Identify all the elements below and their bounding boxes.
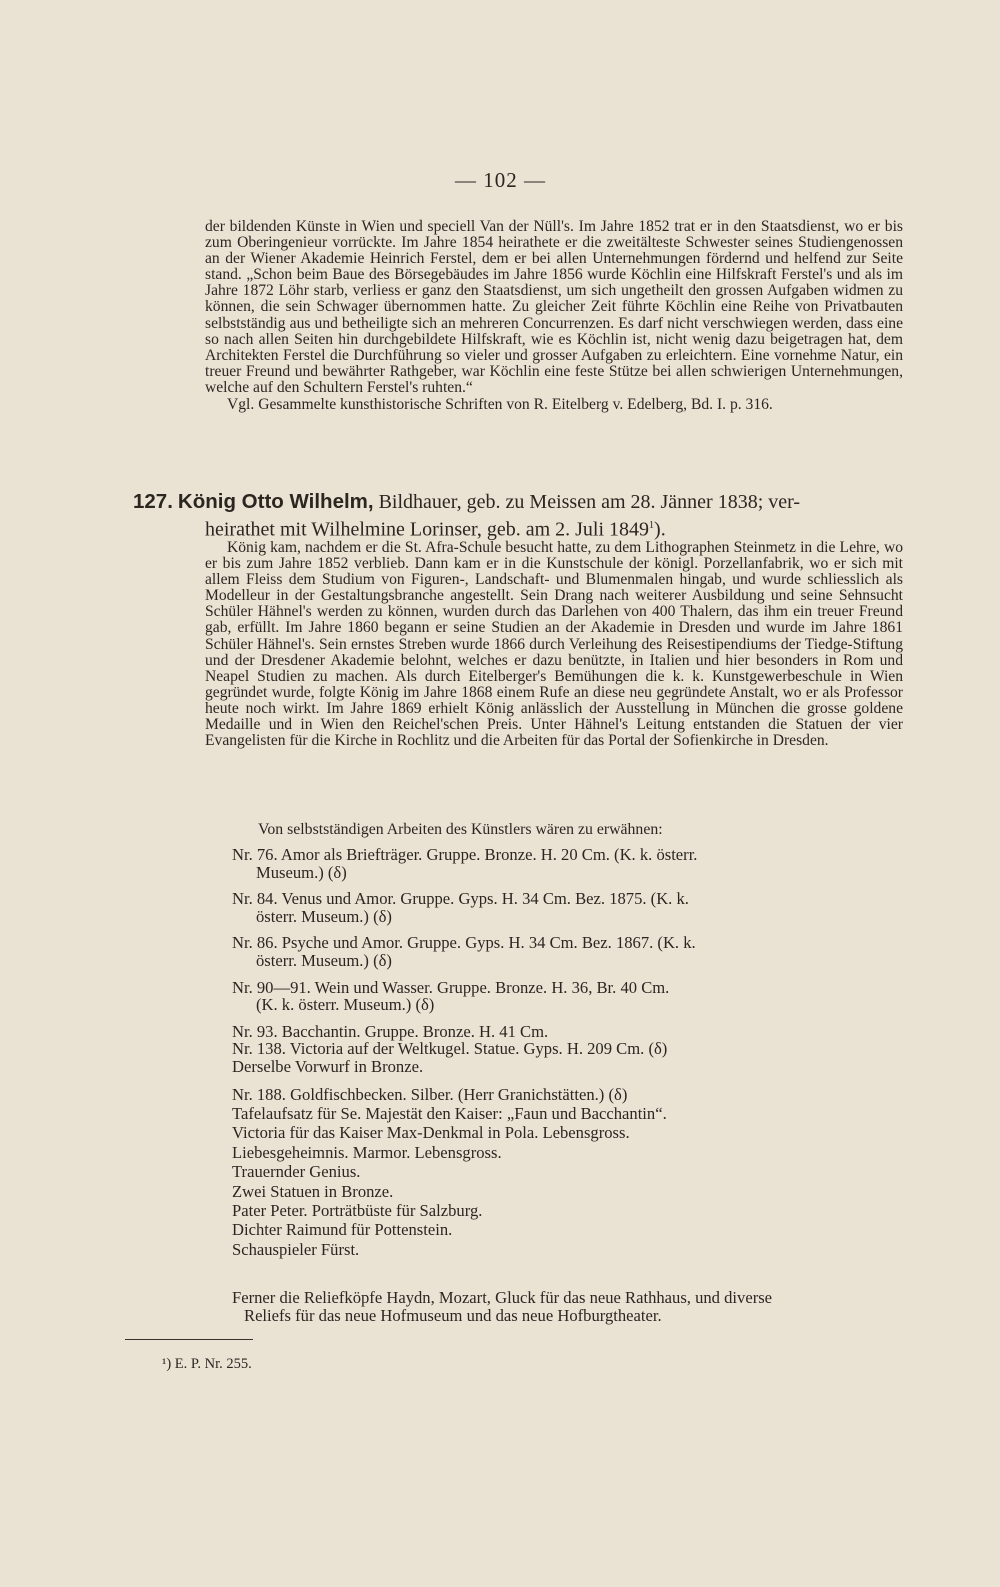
misc-work-item: Trauernder Genius. xyxy=(232,1162,361,1182)
work-line-continued: österr. Museum.) (δ) xyxy=(256,906,392,926)
footnote-divider xyxy=(125,1339,253,1340)
work-line: Nr. 76. Amor als Briefträger. Gruppe. Bronze. H. 20 Cm. (K. k. österr. xyxy=(232,845,698,864)
work-item xyxy=(232,846,904,881)
biography-section xyxy=(205,540,903,749)
work-item xyxy=(232,979,904,1014)
entry-heading xyxy=(133,490,903,542)
entry-number: 127. xyxy=(133,490,173,513)
entry-name: König Otto Wilhelm, xyxy=(177,490,374,513)
entry-heading-line2-wrap xyxy=(133,514,903,542)
misc-work-item: Nr. 188. Goldfischbecken. Silber. (Herr Granichstätten.) (δ) xyxy=(232,1084,628,1104)
work-item xyxy=(232,934,904,969)
misc-works xyxy=(232,1085,904,1260)
misc-work-item: Schauspieler Fürst. xyxy=(232,1239,360,1259)
entry-heading-line2: heirathet mit Wilhelmine Lorinser, geb. am 2. Juli 1849 xyxy=(205,518,650,541)
misc-work-item: Liebesgeheimnis. Marmor. Lebensgross. xyxy=(232,1142,502,1162)
work-group xyxy=(232,1023,904,1076)
work-line: Nr. 138. Victoria auf der Weltkugel. Statue. Gyps. H. 209 Cm. (δ) xyxy=(232,1039,668,1059)
misc-work-item: Tafelaufsatz für Se. Majestät den Kaiser: „Faun und Bacchantin“. xyxy=(232,1103,667,1123)
work-line: Nr. 90—91. Wein und Wasser. Gruppe. Bronze. H. 36, Br. 40 Cm. xyxy=(232,977,670,997)
page-number: — 102 — xyxy=(455,168,546,192)
works-list xyxy=(232,846,904,1259)
work-line-continued: (K. k. österr. Museum.) (δ) xyxy=(256,995,435,1015)
misc-work-item: Pater Peter. Porträtbüste für Salzburg. xyxy=(232,1200,483,1220)
work-line-continued: österr. Museum.) (δ) xyxy=(256,950,392,970)
work-line: Nr. 93. Bacchantin. Gruppe. Bronze. H. 41 Cm. xyxy=(232,1021,549,1041)
closing-paragraph xyxy=(232,1289,904,1324)
biography-paragraph: König kam, nachdem er die St. Afra-Schule besucht hatte, zu dem Lithographen Steinmetz in die Lehre, wo er bis zum Jahre 1852 verblieb. Dann kam er in die Kunstschule der königl. Porzellanfabrik, wo er sich mit allem Fleiss dem Studium von Figuren-, Landschaft- und Blumenmalen hingab, und wurde schliesslich als Modelleur in der Gestaltungsbranche angestellt. Sein Drang nach weiterer Ausbildung und seine Sehnsucht Schüler Hähnel's werden zu können, wurden durch das Darlehen von 400 Thalern, das ihm ein treuer Freund gab, erfüllt. Im Jahre 1860 begann er seine Studien an der Akademie in Dresden und wurde im Jahre 1861 Schüler Hähnel's. Sein ernstes Streben wurde 1866 durch Verleihung des Reisestipendiums der Tiedge-Stiftung und der Dresdener Akademie belohnt, welches er dazu benützte, in Italien und hier besonders in Rom und Neapel Studien zu machen. Als durch Eitelberger's Bemühungen die k. k. Kunstgewerbeschule in Wien gegründet wurde, folgte König im Jahre 1868 einem Rufe an diese neu gegründete Anstalt, wo er als Professor heute noch wirkt. Im Jahre 1869 erhielt König anlässlich der Ausstellung in München die grosse goldene Medaille und in Wien den Reichel'schen Preis. Unter Hähnel's Leitung entstanden die Statuen der vier Evangelisten für die Kirche in Rochlitz und die Arbeiten für das Portal der Sofienkirche in Dresden. xyxy=(205,539,903,750)
misc-work-item: Zwei Statuen in Bronze. xyxy=(232,1181,394,1201)
work-line-continued: Museum.) (δ) xyxy=(256,862,347,882)
work-line: Nr. 84. Venus und Amor. Gruppe. Gyps. H. 34 Cm. Bez. 1875. (K. k. xyxy=(232,889,689,909)
work-line: Derselbe Vorwurf in Bronze. xyxy=(232,1056,424,1076)
work-line: Nr. 86. Psyche und Amor. Gruppe. Gyps. H. 34 Cm. Bez. 1867. (K. k. xyxy=(232,933,696,953)
misc-work-item: Dichter Raimund für Pottenstein. xyxy=(232,1220,453,1240)
works-intro: Von selbstständigen Arbeiten des Künstlers wären zu erwähnen: xyxy=(258,821,663,838)
footnote: ¹) E. P. Nr. 255. xyxy=(162,1356,252,1372)
footnote-mark: 1 xyxy=(649,520,655,531)
work-item xyxy=(232,890,904,925)
closing-line-continued: Reliefs für das neue Hofmuseum und das neue Hofburgtheater. xyxy=(244,1305,662,1325)
entry-heading-line1: Bildhauer, geb. zu Meissen am 28. Jänner 1838; ver- xyxy=(373,491,801,513)
intro-paragraph: der bildenden Künste in Wien und speciell Van der Nüll's. Im Jahre 1852 trat er in den Staatsdienst, wo er bis zum Oberingenieur vorrückte. Im Jahre 1854 heirathete er die zweitälteste Schwester seines Studiengenossen an der Wiener Akademie Heinrich Ferstel, dem er bei allen Unternehmungen fördernd und helfend zur Seite stand. „Schon beim Baue des Börsegebäudes im Jahre 1856 wurde Köchlin eine Hilfskraft Ferstel's und als im Jahre 1872 Löhr starb, verliess er ganz den Staatsdienst, um sich ungetheilt den grossen Aufgaben widmen zu können, die sein Schwager übernommen hatte. Zu gleicher Zeit führte Köchlin eine Reihe von Privatbauten selbstständig aus und betheiligte sich an mehreren Concurrenzen. Es darf nicht verschwiegen werden, dass eine so nach allen Seiten hin durchgebildete Hilfskraft, wie es Köchlin ist, nicht wenig dazu beigetragen hat, dem Architekten Ferstel die Durchführung so vieler und grosser Aufgaben zu erleichtern. Eine vornehme Natur, ein treuer Freund und bewährter Rathgeber, war Köchlin eine feste Stütze bei allen schwierigen Unternehmungen, welche auf den Schultern Ferstel's ruhten.“ xyxy=(205,218,903,396)
closing-line: Ferner die Reliefköpfe Haydn, Mozart, Gluck für das neue Rathhaus, und diverse xyxy=(232,1288,773,1307)
entry-heading-line2-end: ). xyxy=(654,518,666,541)
intro-reference: Vgl. Gesammelte kunsthistorische Schriften von R. Eitelberg v. Edelberg, Bd. I. p. 316. xyxy=(227,396,773,414)
misc-work-item: Victoria für das Kaiser Max-Denkmal in Pola. Lebensgross. xyxy=(232,1123,630,1143)
intro-section xyxy=(205,219,903,413)
